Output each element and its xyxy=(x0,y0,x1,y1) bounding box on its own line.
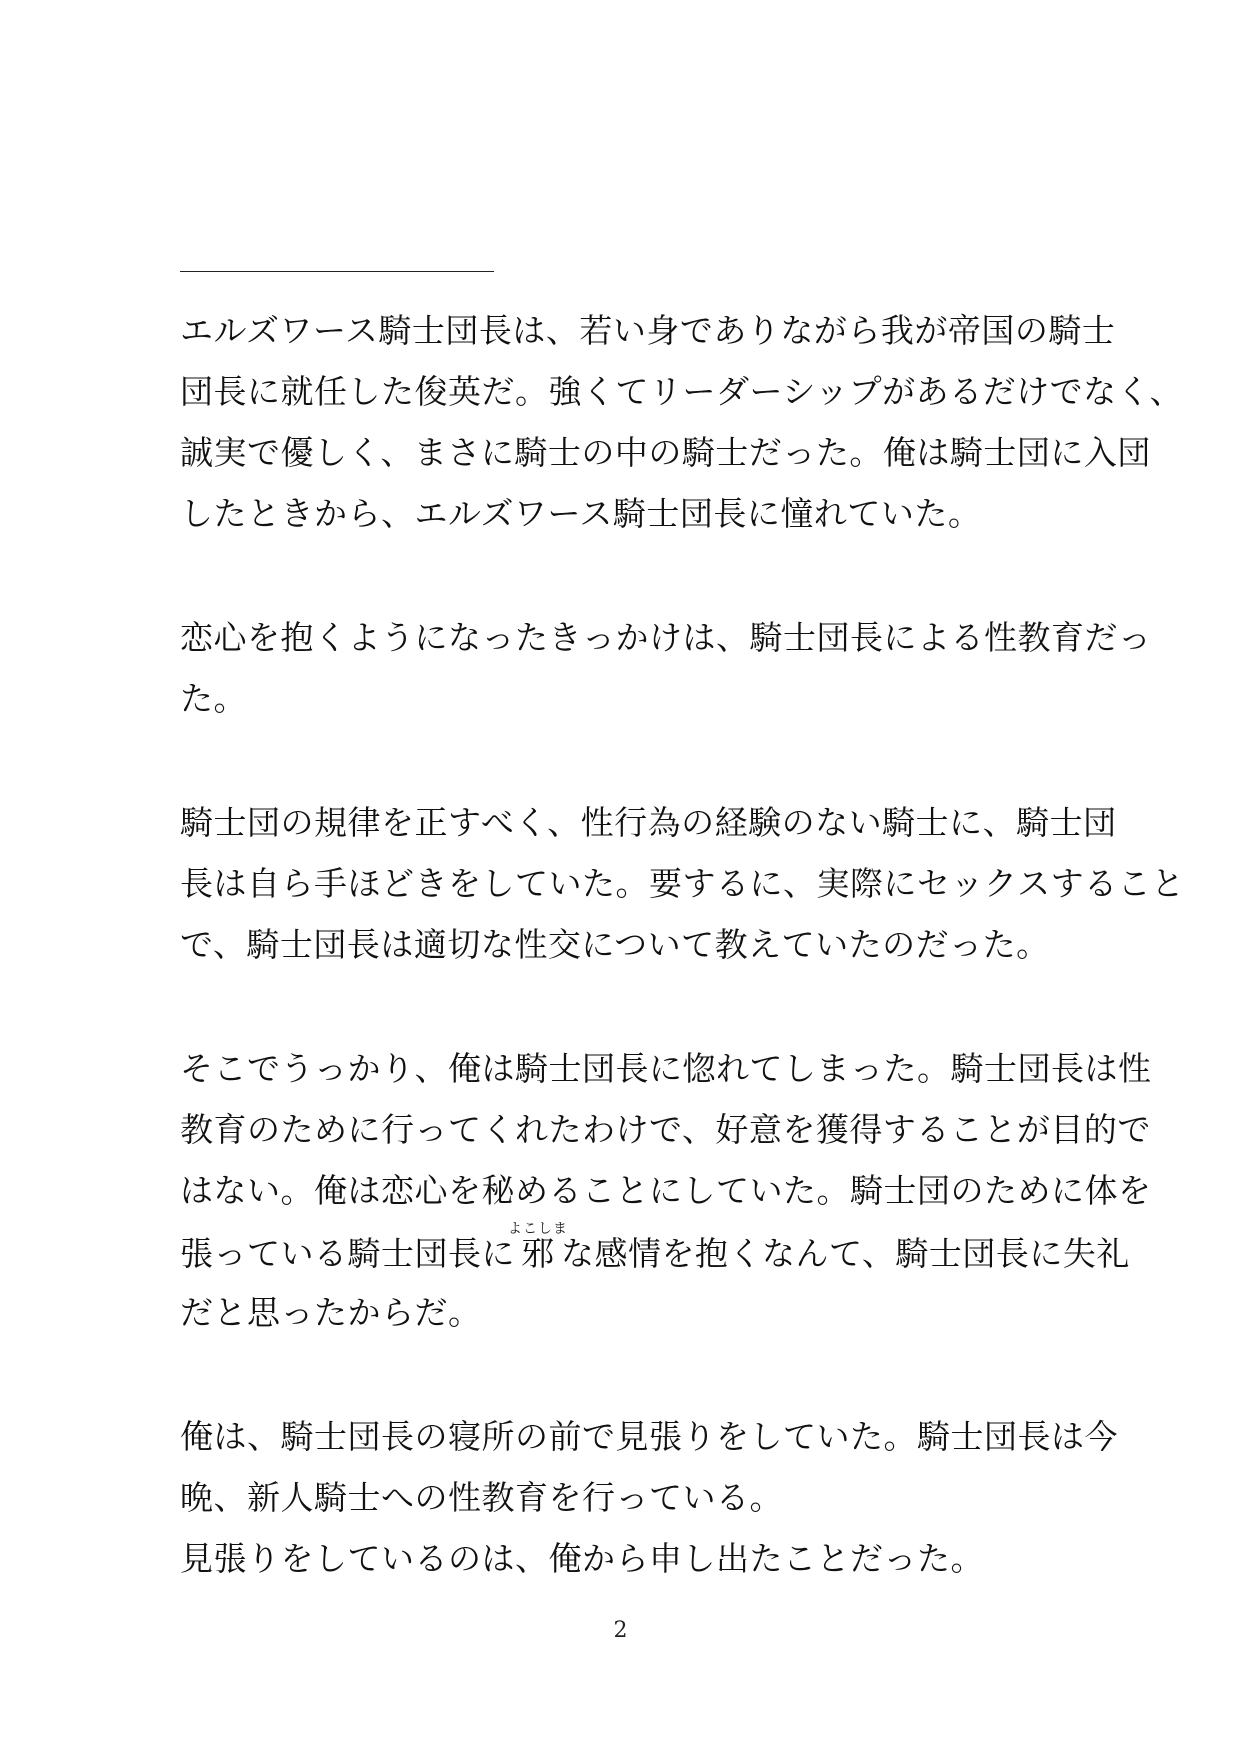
text-line: 教育のために行ってくれたわけで、好意を獲得することが目的で xyxy=(180,1110,1151,1149)
ruby-base: 邪 xyxy=(508,1234,568,1273)
text-line-with-ruby xyxy=(180,1221,1130,1282)
paragraph-gap xyxy=(180,1343,1070,1406)
ruby-reading: よこしま xyxy=(508,1221,568,1237)
text-line: で、騎士団長は適切な性交について教えていたのだった。 xyxy=(180,925,1050,964)
text-line: 俺は、騎士団長の寝所の前で見張りをしていた。騎士団長は今 xyxy=(180,1417,1118,1456)
ruby-annotation xyxy=(508,1221,568,1273)
text-line: したときから、エルズワース騎士団長に憧れていた。 xyxy=(180,494,982,533)
text-line: 晩、新人騎士への性教育を行っている。 xyxy=(180,1478,783,1517)
body-text xyxy=(180,300,1185,1589)
section-divider-line xyxy=(180,271,494,272)
text-line: はない。俺は恋心を秘めることにしていた。騎士団のために体を xyxy=(180,1171,1152,1210)
text-line: 誠実で優しく、まさに騎士の中の騎士だった。俺は騎士団に入団 xyxy=(180,433,1151,472)
ruby-line-after: な感情を抱くなんて、騎士団長に失礼 xyxy=(561,1234,1130,1273)
text-line: 団長に就任した俊英だ。強くてリーダーシップがあるだけでなく、 xyxy=(180,372,1184,411)
text-line: エルズワース騎士団長は、若い身でありながら我が帝国の騎士 xyxy=(180,311,1116,350)
paragraph-gap xyxy=(180,729,1070,792)
paragraph-gap xyxy=(180,544,1070,607)
text-line: 騎士団の規律を正すべく、性行為の経験のない騎士に、騎士団 xyxy=(180,803,1117,842)
text-line: た。 xyxy=(180,679,247,718)
ruby-line-before: 張っている騎士団長に xyxy=(180,1234,515,1273)
text-line: 恋心を抱くようになったきっかけは、騎士団長による性教育だっ xyxy=(180,618,1152,657)
page-number: 2 xyxy=(613,1618,628,1643)
paragraph-gap xyxy=(180,975,1070,1038)
text-line: 見張りをしているのは、俺から申し出たことだった。 xyxy=(180,1539,984,1578)
text-line: だと思ったからだ。 xyxy=(180,1293,482,1332)
text-line: そこでうっかり、俺は騎士団長に惚れてしまった。騎士団長は性 xyxy=(180,1049,1152,1088)
text-line: 長は自ら手ほどきをしていた。要するに、実際にセックスすること xyxy=(180,864,1185,903)
